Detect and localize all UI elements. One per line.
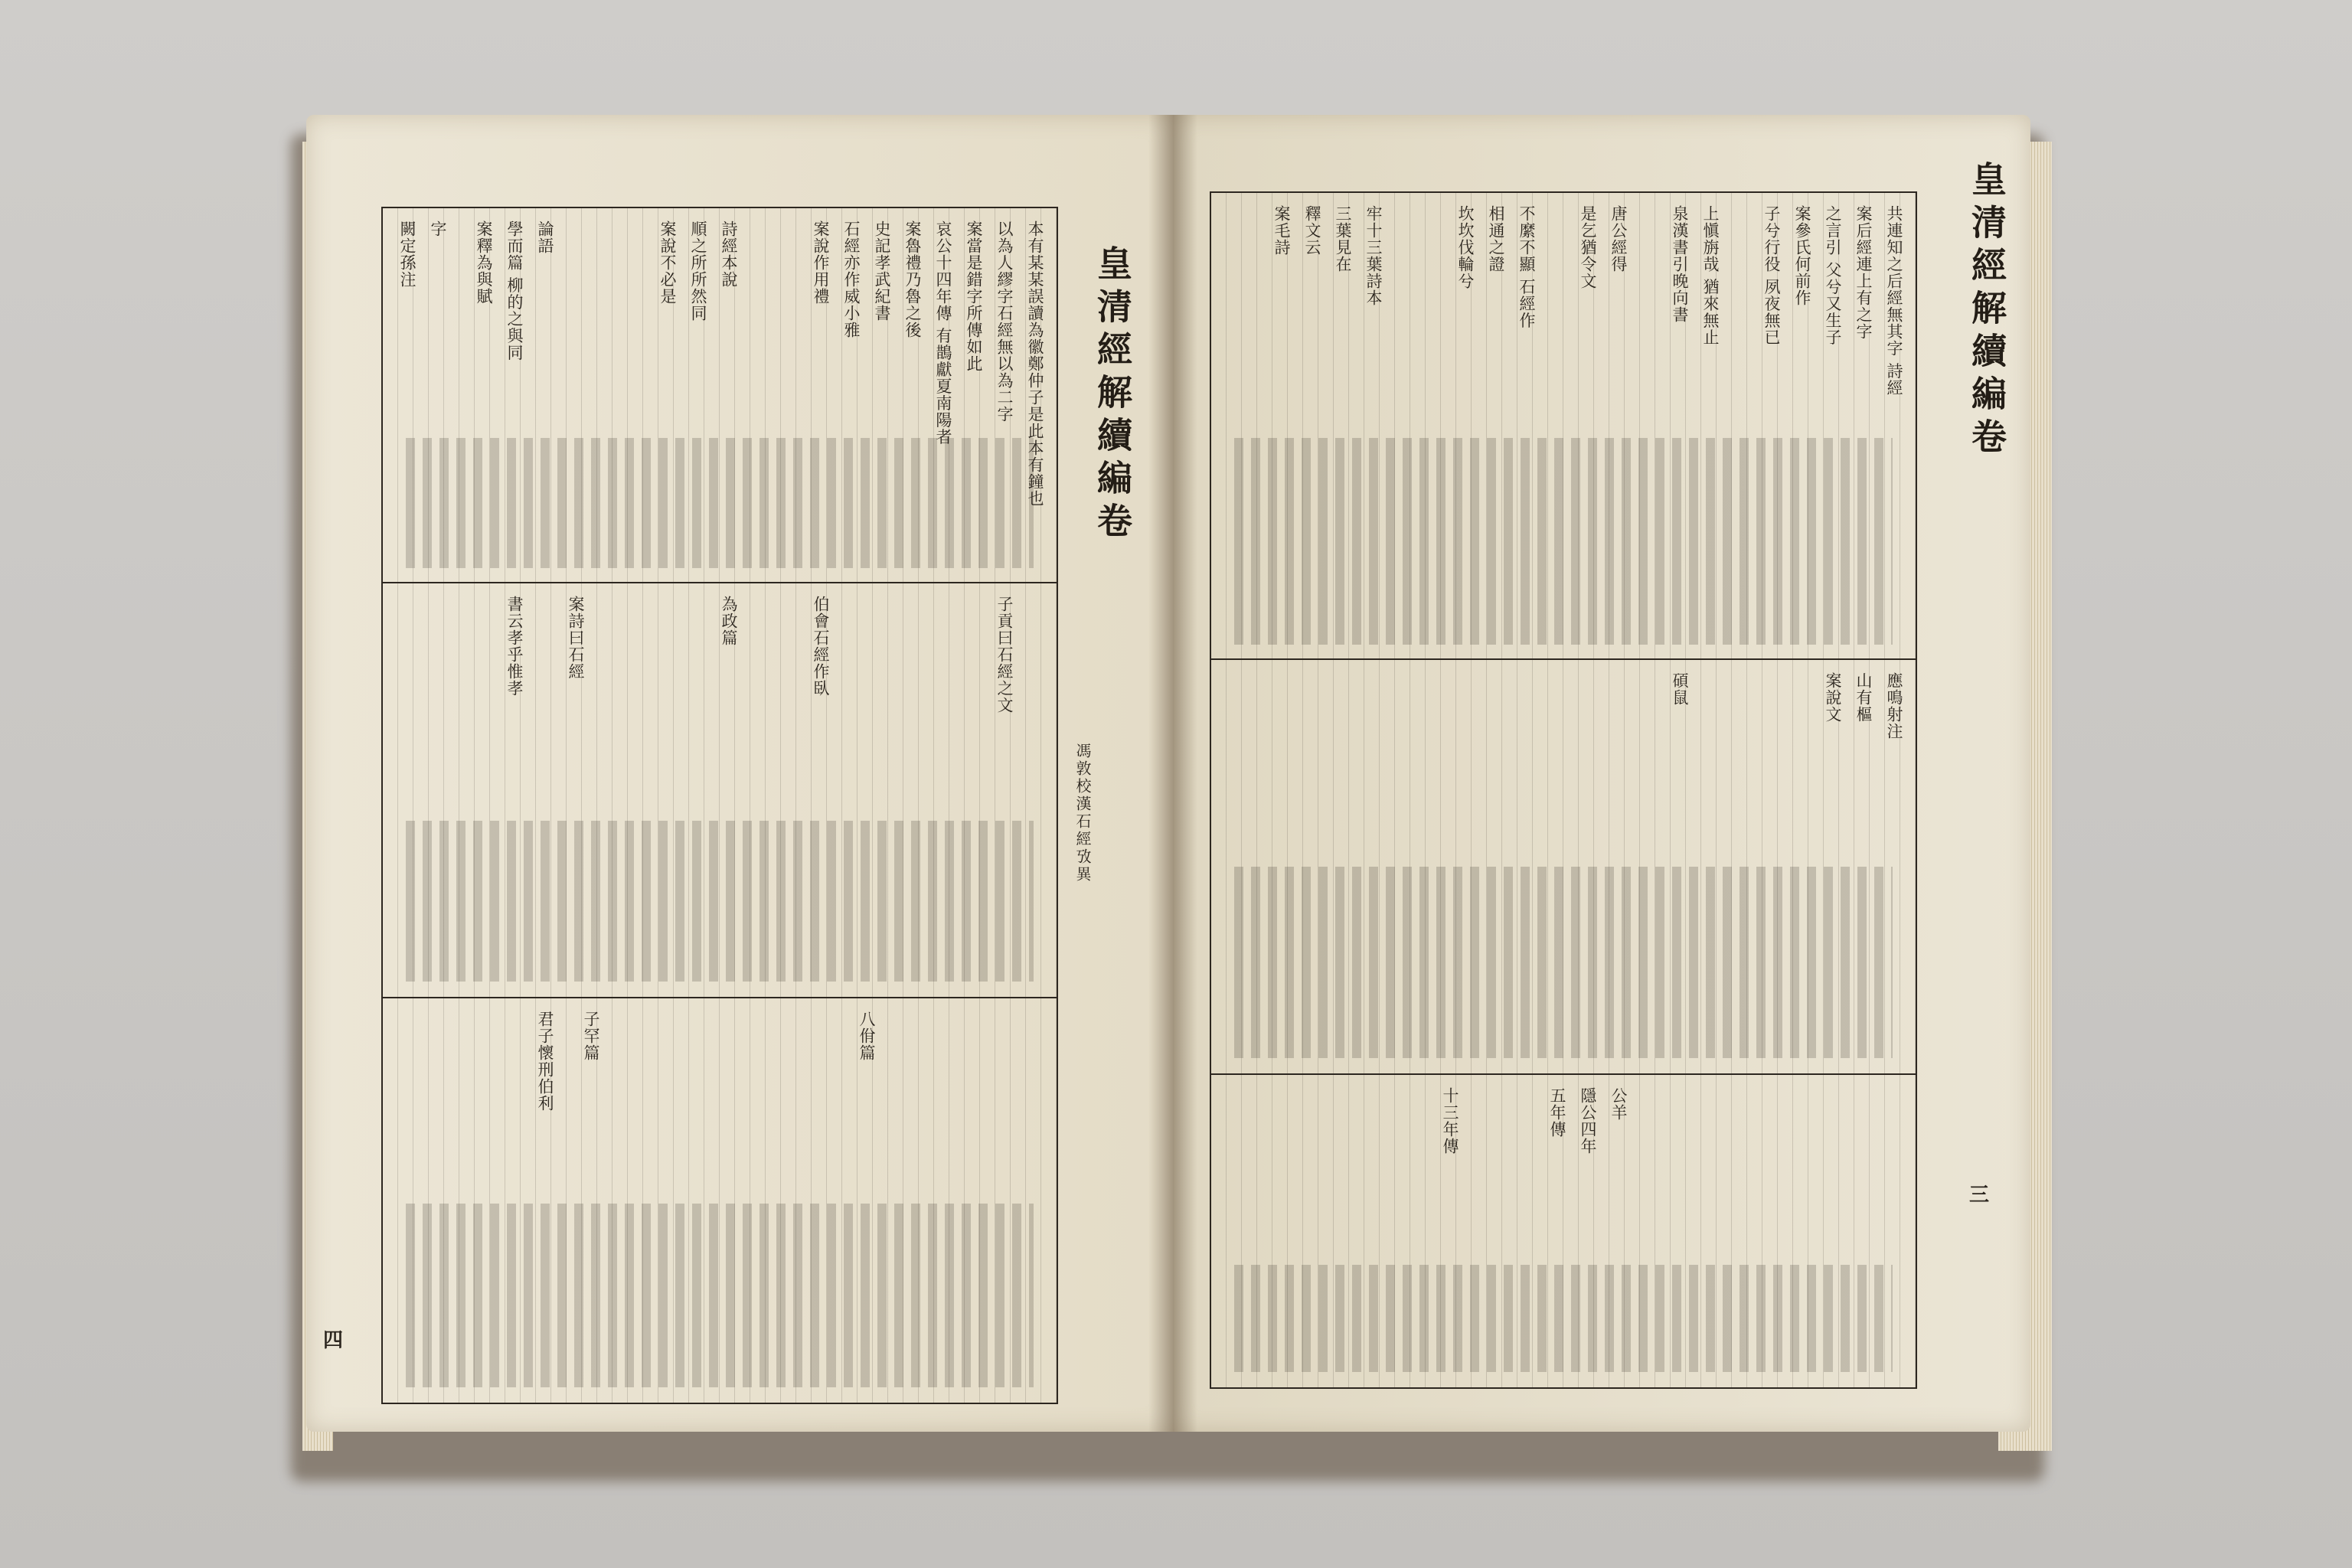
left-page <box>306 115 1173 1432</box>
right-col-5: 子兮行役 夙夜無已 <box>1762 205 1781 346</box>
left-col-23: 子罕篇 <box>582 1011 600 1061</box>
right-col-1: 共連知之后經無其字 詩經 <box>1885 205 1903 397</box>
left-col-17: 子貢曰石經之文 <box>995 596 1014 714</box>
right-upper-print-texture <box>1234 438 1893 645</box>
right-col-3: 之言引 父兮又生子 <box>1824 205 1842 346</box>
right-col-9: 是乞猶令文 <box>1579 205 1597 289</box>
left-col-19: 為政篇 <box>720 596 738 646</box>
left-page-author: 馮敦校漢石經攷異 <box>1073 743 1092 884</box>
left-text-block <box>381 207 1058 1404</box>
left-col-12: 論語 <box>536 220 554 254</box>
right-page-number: 三 <box>1969 1184 1990 1207</box>
right-col-4: 案參氏何前作 <box>1793 205 1811 306</box>
right-col-7: 泉漢書引晚向書 <box>1671 205 1689 323</box>
left-page-title: 皇清經解續編卷 <box>1092 245 1133 545</box>
book-gutter <box>1148 115 1197 1432</box>
right-col-2: 案后經連上有之字 <box>1854 205 1873 340</box>
left-page-number: 四 <box>323 1329 344 1352</box>
right-page-title: 皇清經解續編卷 <box>1966 161 2007 461</box>
left-upper-print-texture <box>406 438 1034 568</box>
left-col-5: 案魯禮乃魯之後 <box>903 220 922 338</box>
left-col-7: 石經亦作威小雅 <box>842 220 861 338</box>
left-col-2: 以為人繆字石經無以為二字 <box>995 220 1014 423</box>
right-col-10: 不縻不顯 石經作 <box>1517 205 1536 329</box>
left-col-8: 案說作用禮 <box>812 220 830 305</box>
left-register-divider-1 <box>383 582 1057 583</box>
right-col-17: 應鳴射注 <box>1885 672 1903 740</box>
right-col-12: 坎坎伐輪兮 <box>1456 205 1475 289</box>
left-col-16: 闕定孫注 <box>398 220 416 288</box>
right-col-15: 釋文云 <box>1303 205 1321 256</box>
right-col-16: 案毛詩 <box>1272 205 1291 256</box>
left-col-20: 案詩曰石經 <box>567 596 585 680</box>
right-col-14: 三葉見在 <box>1334 205 1352 273</box>
right-col-22: 隱公四年 <box>1579 1087 1597 1155</box>
left-middle-print-texture <box>406 821 1034 982</box>
right-col-8: 唐公經得 <box>1609 205 1628 273</box>
left-col-22: 八佾篇 <box>858 1011 876 1061</box>
left-col-3: 案當是錯字所傳如此 <box>965 220 983 372</box>
left-col-15: 字 <box>429 220 447 237</box>
left-lower-print-texture <box>406 1204 1034 1387</box>
left-col-18: 伯會石經作臥 <box>812 596 830 697</box>
left-register-divider-2 <box>383 997 1057 998</box>
right-col-13: 牢十三葉詩本 <box>1364 205 1383 306</box>
right-col-18: 山有樞 <box>1854 672 1873 723</box>
left-col-13: 學而篇 柳的之與同 <box>505 220 524 361</box>
right-middle-print-texture <box>1234 867 1893 1058</box>
right-register-divider-1 <box>1211 658 1916 660</box>
right-page <box>1173 115 2030 1432</box>
left-col-10: 順之所所然同 <box>689 220 707 322</box>
right-col-11: 相通之證 <box>1487 205 1505 273</box>
left-col-24: 君子懷刑伯利 <box>536 1011 554 1112</box>
right-col-6: 上愼旃哉 猶來無止 <box>1701 205 1720 346</box>
left-col-14: 案釋為與賦 <box>475 220 493 305</box>
left-col-1: 本有某某誤讀為徽鄭仲子是此本有鐘也 <box>1026 220 1044 507</box>
right-text-block <box>1210 191 1917 1389</box>
right-col-20: 碩鼠 <box>1671 672 1689 706</box>
right-col-24: 十三年傳 <box>1441 1087 1459 1155</box>
right-lower-print-texture <box>1234 1265 1893 1372</box>
right-col-23: 五年傳 <box>1548 1087 1566 1138</box>
right-col-19: 案說文 <box>1824 672 1842 723</box>
left-col-9: 詩經本說 <box>720 220 738 288</box>
right-register-divider-2 <box>1211 1073 1916 1075</box>
left-col-21: 書云孝乎惟孝 <box>505 596 524 697</box>
left-col-6: 史記孝武紀書 <box>873 220 891 322</box>
right-col-21: 公羊 <box>1609 1087 1628 1121</box>
left-col-4: 哀公十四年傳 有鵲獻夏南陽者 <box>934 220 952 446</box>
left-col-11: 案說不必是 <box>658 220 677 305</box>
